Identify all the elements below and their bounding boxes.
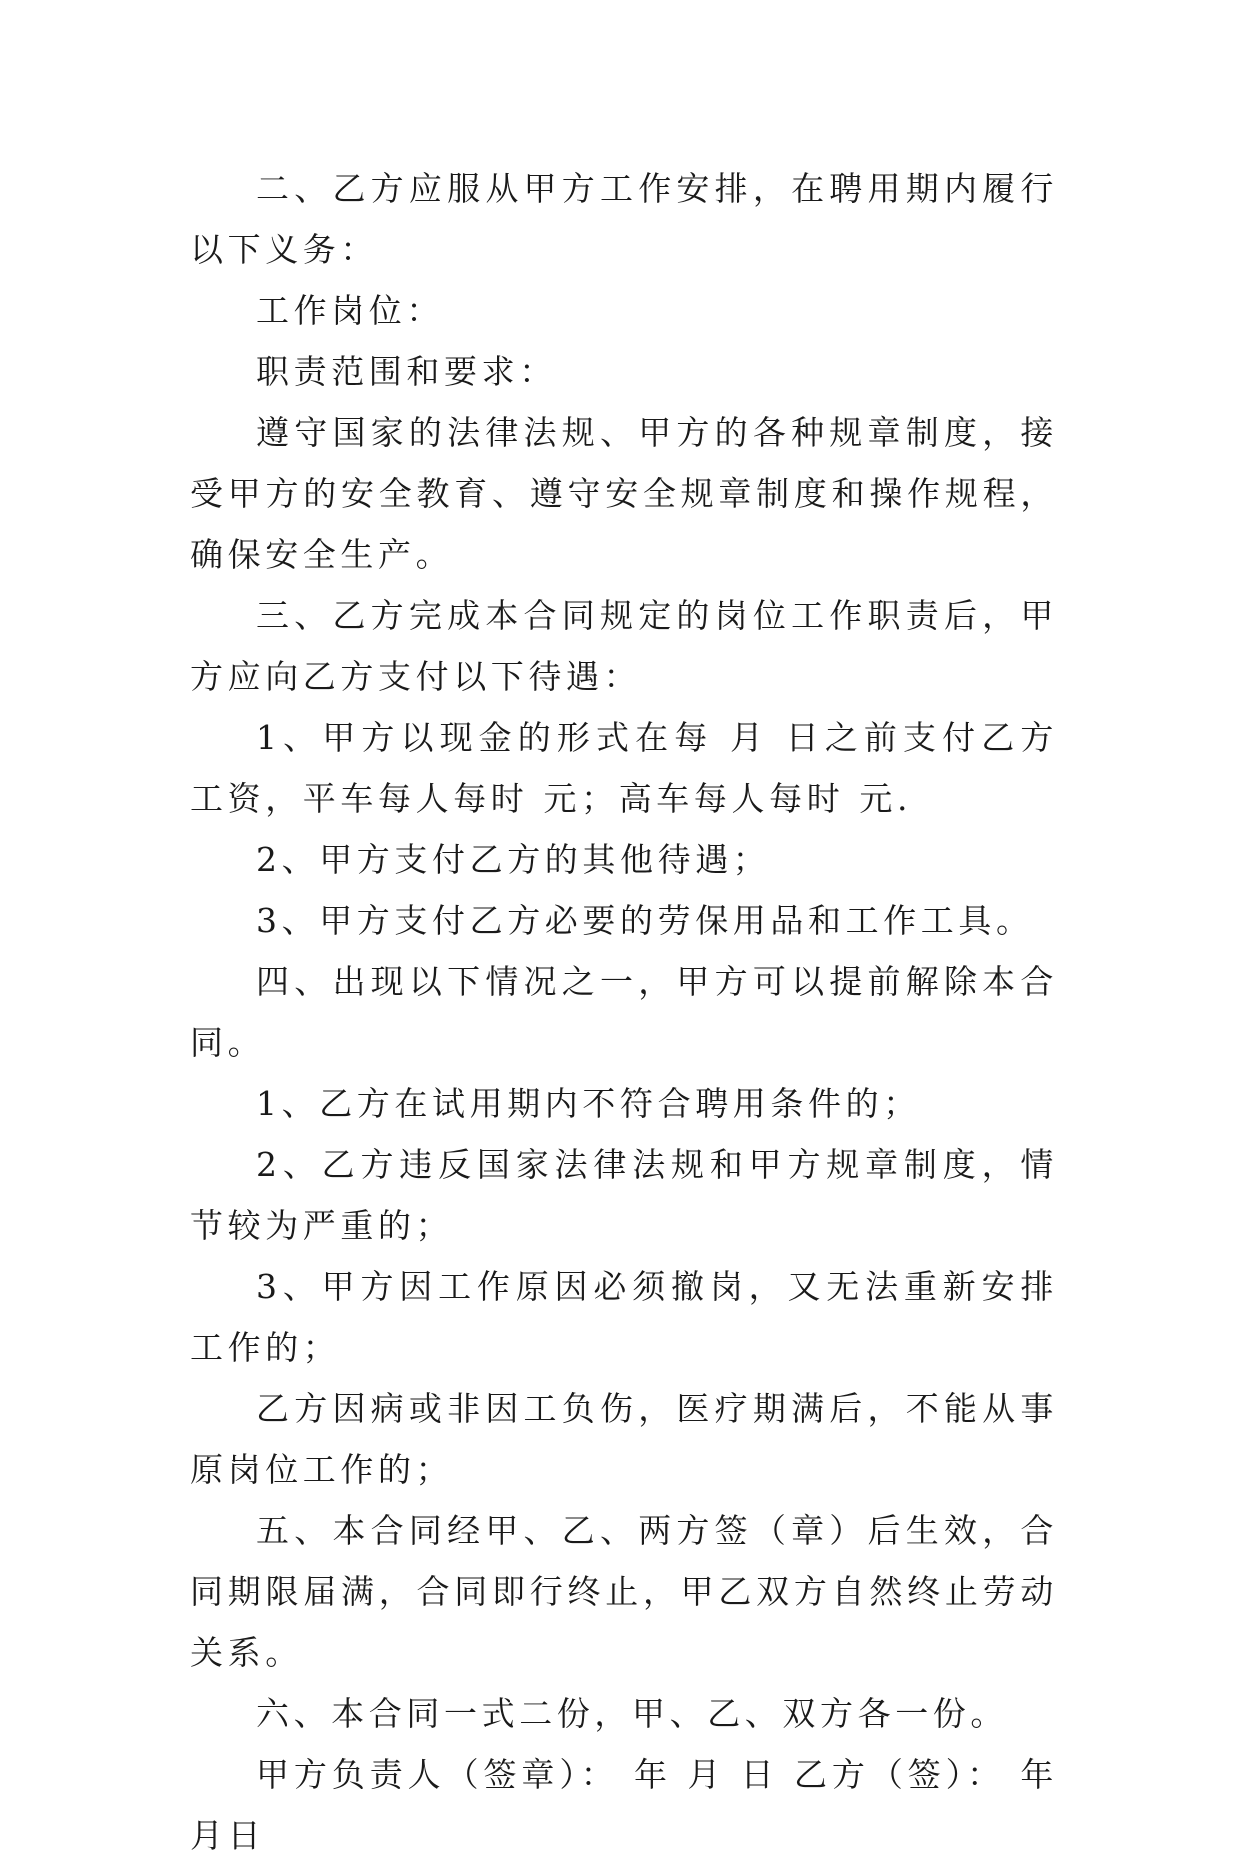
clause-three-paragraph: 三、乙方完成本合同规定的岗位工作职责后，甲方应向乙方支付以下待遇： bbox=[190, 596, 1058, 696]
document-body bbox=[190, 158, 1058, 1866]
signature-line-paragraph: 甲方负责人（签章）： 年 月 日 乙方（签）： 年 月日 bbox=[190, 1755, 1058, 1855]
violation-item-paragraph: 2、乙方违反国家法律法规和甲方规章制度，情节较为严重的； bbox=[190, 1145, 1058, 1245]
protective-equipment-item-paragraph: 3、甲方支付乙方必要的劳保用品和工作工具。 bbox=[256, 901, 1034, 940]
probation-item-paragraph: 1、乙方在试用期内不符合聘用条件的； bbox=[256, 1084, 921, 1123]
clause-six-paragraph: 六、本合同一式二份，甲、乙、双方各一份。 bbox=[256, 1694, 1008, 1733]
clause-four-paragraph: 四、出现以下情况之一，甲方可以提前解除本合同。 bbox=[190, 962, 1058, 1062]
position-removal-item-paragraph: 3、甲方因工作原因必须撤岗，又无法重新安排工作的； bbox=[190, 1267, 1058, 1367]
illness-injury-paragraph: 乙方因病或非因工负伤，医疗期满后，不能从事原岗位工作的； bbox=[190, 1389, 1058, 1489]
clause-two-paragraph: 二、乙方应服从甲方工作安排，在聘用期内履行以下义务： bbox=[190, 169, 1058, 269]
other-benefits-item-paragraph: 2、甲方支付乙方的其他待遇； bbox=[256, 840, 771, 879]
clause-five-paragraph: 五、本合同经甲、乙、两方签（章）后生效，合同期限届满，合同即行终止，甲乙双方自然终止劳动关系。 bbox=[190, 1511, 1058, 1672]
compliance-paragraph: 遵守国家的法律法规、甲方的各种规章制度，接受甲方的安全教育、遵守安全规章制度和操作规程，确保安全生产。 bbox=[190, 413, 1058, 574]
duties-scope-paragraph: 职责范围和要求： bbox=[256, 352, 557, 391]
job-position-paragraph: 工作岗位： bbox=[256, 291, 444, 330]
wage-item-paragraph: 1、甲方以现金的形式在每 月 日之前支付乙方工资，平车每人每时 元；高车每人每时 元. bbox=[190, 718, 1058, 818]
